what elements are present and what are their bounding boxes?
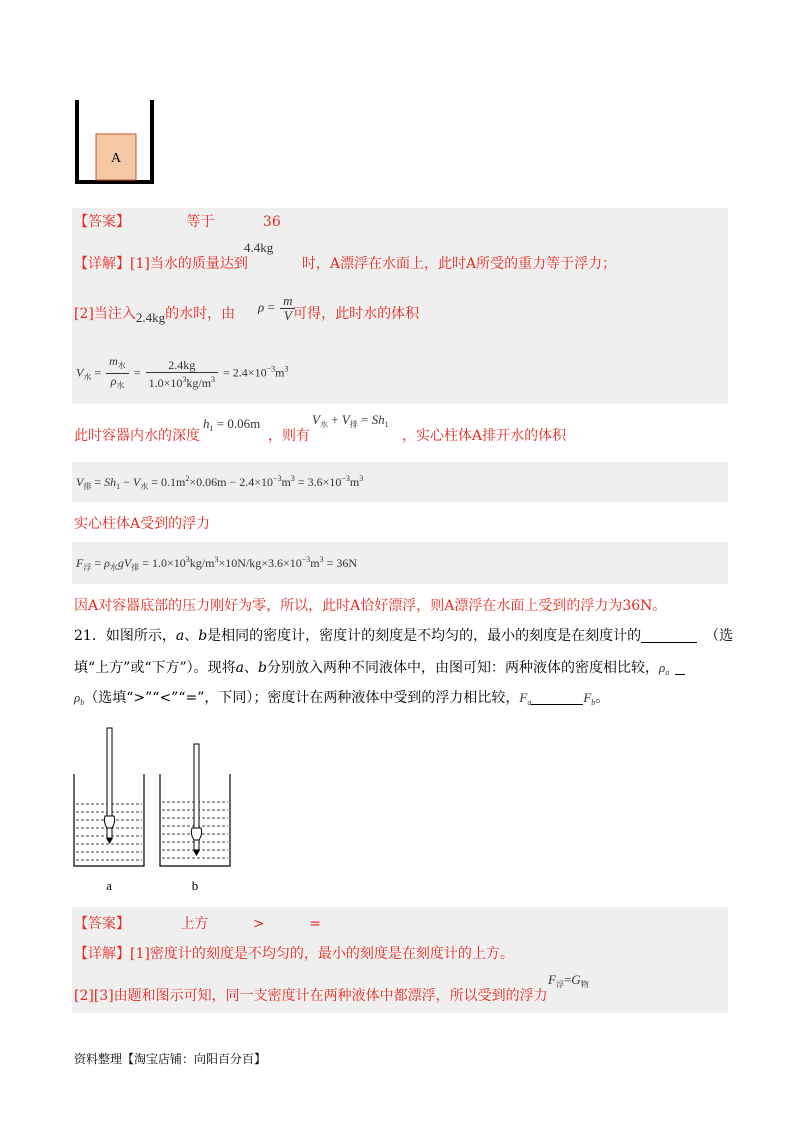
beaker-a (74, 728, 144, 866)
detail2-line-1: 【详解】[1]密度计的刻度是不均匀的，最小的刻度是在刻度计的上方。 (74, 946, 514, 962)
depth-formula: $h_1 = 0.06m$ (203, 416, 261, 433)
detail2-line-2: [2][3]由题和图示可知，同一支密度计在两种液体中都漂浮，所以受到的浮力 (74, 988, 548, 1004)
detail-line-4: 实心柱体A受到的浮力 (74, 516, 211, 532)
density-formula: ρ = $\frac{m}{V}$ (258, 294, 297, 323)
answer-value: 36 (262, 214, 281, 230)
answer-tag: 【答案】 (74, 916, 130, 932)
detail-line-3: 此时容器内水的深度 ，则有 ，实心柱体A排开水的体积 (74, 428, 567, 444)
detail-tag: 【详解】 (74, 946, 130, 962)
answer-value: > (252, 916, 265, 932)
figure-label-b: b (191, 878, 199, 893)
question-21-line-2: 填“上方”或“下方”）。现将a、b分别放入两种不同液体中，由图可知：两种液体的密度相比较，$\rho_a$ (74, 658, 685, 683)
answer-line-1 (74, 212, 281, 232)
container-figure (72, 96, 162, 188)
block-a-label: A (110, 151, 122, 166)
detail-line-2: [2]当注入2.4kg的水时，由 可得，此时水的体积 (74, 306, 420, 325)
answer-blank-1[interactable] (641, 628, 697, 643)
figure-label-a: a (106, 878, 112, 893)
footer-text: 资料整理【淘宝店铺：向阳百分百】 (74, 1052, 267, 1066)
water-volume-formula: $V_水$ = $\frac{m_水}{\rho_水}$ = $\frac{2.4kg}{1.0\times 10^3kg/m^3}$ = $2.4\times 10^{-3}m^3$ (76, 354, 289, 390)
detail-line-1: 【详解】[1]当水的质量达到 时，A漂浮在水面上，此时A所受的重力等于浮力； (74, 256, 617, 272)
displaced-volume-formula: $V_排 = Sh_1 - V_水 = 0.1m^2\times 0.06m - 2.4\times 10^{-3}m^3 = 3.6\times 10^{-3}m^3$ (76, 474, 364, 491)
question-21-line-1: 21．如图所示，a、b是相同的密度计，密度计的刻度是不均匀的，最小的刻度是在刻度计的 （选 (74, 628, 734, 644)
hydrometer-figure (70, 726, 240, 896)
volume-sum-formula: $V_水 + V_排 = Sh_1$ (312, 412, 389, 429)
answer-value: 上方 (180, 916, 209, 932)
answer-tag: 【答案】 (74, 214, 130, 230)
answer-blank-2[interactable] (675, 660, 685, 675)
answer-line-2 (74, 914, 321, 934)
buoyant-force-formula: $F_浮 = \rho_水gV_排 = 1.0\times 10^3kg/m^3\times 10N/kg\times 3.6\times 10^{-3}m^3 = 36N$ (76, 555, 358, 572)
float-condition-formula: $F_浮=G_物$ (548, 972, 589, 989)
answer-value: 等于 (186, 214, 215, 230)
detail-line-5: 因A对容器底部的压力刚好为零，所以，此时A恰好漂浮，则A漂浮在水面上受到的浮力为36N。 (74, 598, 667, 614)
detail-tag: 【详解】 (74, 256, 130, 272)
question-21-line-3: $\rho_b$（选填“>”“<”“=”，下同）；密度计在两种液体中受到的浮力相比较，$F_a$ $F_b$。 (74, 690, 610, 707)
beaker-b (160, 744, 230, 866)
answer-blank-3[interactable] (531, 690, 583, 705)
mass-4-4: 4.4kg (244, 240, 274, 255)
answer-value: = (309, 916, 321, 932)
